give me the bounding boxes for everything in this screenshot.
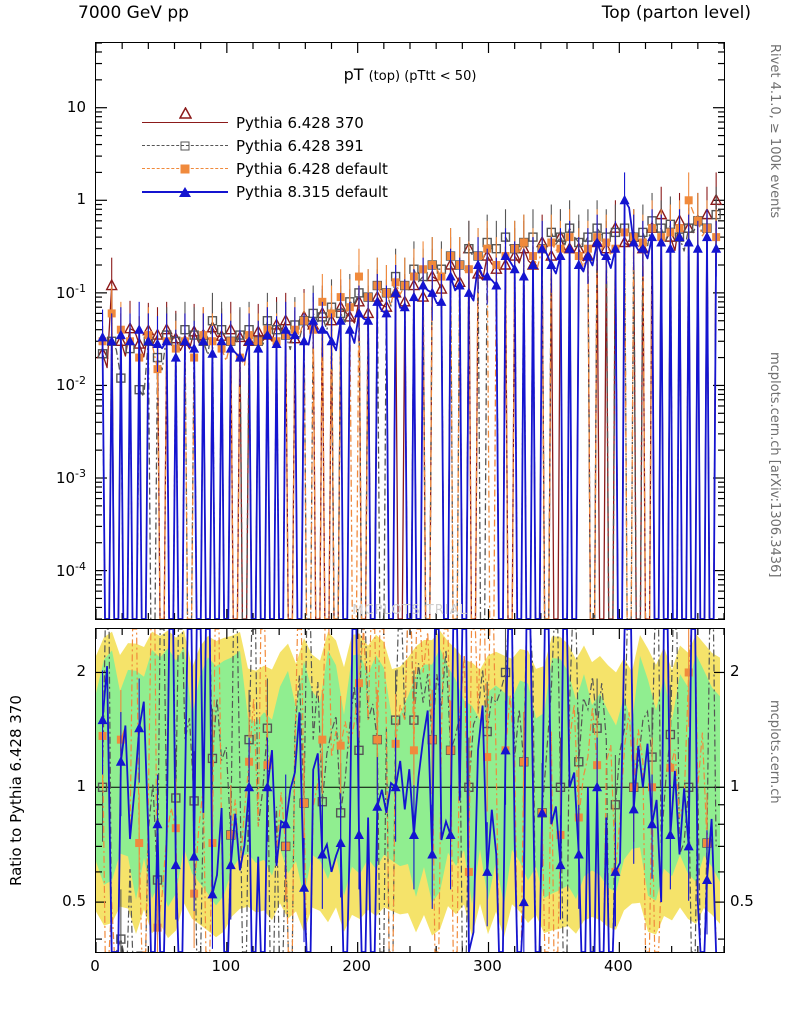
plot-title-main: pT — [343, 65, 364, 84]
legend-label-0: Pythia 6.428 370 — [236, 113, 364, 132]
legend — [142, 111, 388, 203]
legend-row — [142, 157, 388, 180]
xtick-4: 400 — [604, 957, 633, 975]
ratio-ytick-right-1: 1 — [730, 777, 740, 796]
legend-key-3 — [142, 185, 228, 199]
main-ytick-0: $10^{-4}$ — [55, 559, 86, 580]
xtick-0: 0 — [90, 957, 100, 975]
legend-key-2 — [142, 162, 228, 176]
legend-label-1: Pythia 6.428 391 — [236, 136, 364, 155]
main-ytick-1: $10^{-3}$ — [55, 467, 86, 488]
legend-row — [142, 134, 388, 157]
ratio-ytick-0: 0.5 — [62, 892, 86, 911]
legend-row — [142, 180, 388, 203]
arxiv-caption: mcplots.cern.ch [arXiv:1306.3436] — [767, 352, 782, 578]
ratio-plot-svg — [96, 629, 724, 952]
watermark-text: MCPLOTS TRIAL — [352, 603, 468, 618]
ratio-plot-panel — [95, 628, 725, 953]
xtick-1: 100 — [211, 957, 241, 975]
ratio-ytick-right-0: 0.5 — [730, 892, 754, 911]
ratio-ytick-right-2: 2 — [730, 662, 740, 681]
ratio-ytick-1: 1 — [76, 777, 86, 796]
legend-label-3: Pythia 8.315 default — [236, 182, 388, 201]
legend-key-1 — [142, 139, 228, 153]
plot-title — [96, 65, 724, 84]
main-ytick-2: $10^{-2}$ — [55, 374, 86, 395]
main-ytick-4: 1 — [76, 190, 86, 209]
legend-key-0 — [142, 116, 228, 130]
plot-title-sub: (top) (pTtt < 50) — [368, 69, 477, 84]
xtick-2: 200 — [342, 957, 371, 975]
main-ytick-5: 10 — [66, 97, 86, 116]
mcplots-caption: mcplots.cern.ch — [767, 700, 782, 804]
main-ytick-3: $10^{-1}$ — [55, 281, 86, 302]
ratio-ytick-2: 2 — [76, 662, 86, 681]
header-right-label: Top (parton level) — [601, 3, 751, 23]
ratio-axis-label: Ratio to Pythia 6.428 370 — [7, 695, 25, 886]
legend-label-2: Pythia 6.428 default — [236, 159, 388, 178]
xtick-3: 300 — [473, 957, 502, 975]
header-left-label: 7000 GeV pp — [78, 3, 189, 23]
legend-row — [142, 111, 388, 134]
main-plot-panel — [95, 42, 725, 620]
rivet-caption: Rivet 4.1.0, ≥ 100k events — [767, 44, 782, 219]
